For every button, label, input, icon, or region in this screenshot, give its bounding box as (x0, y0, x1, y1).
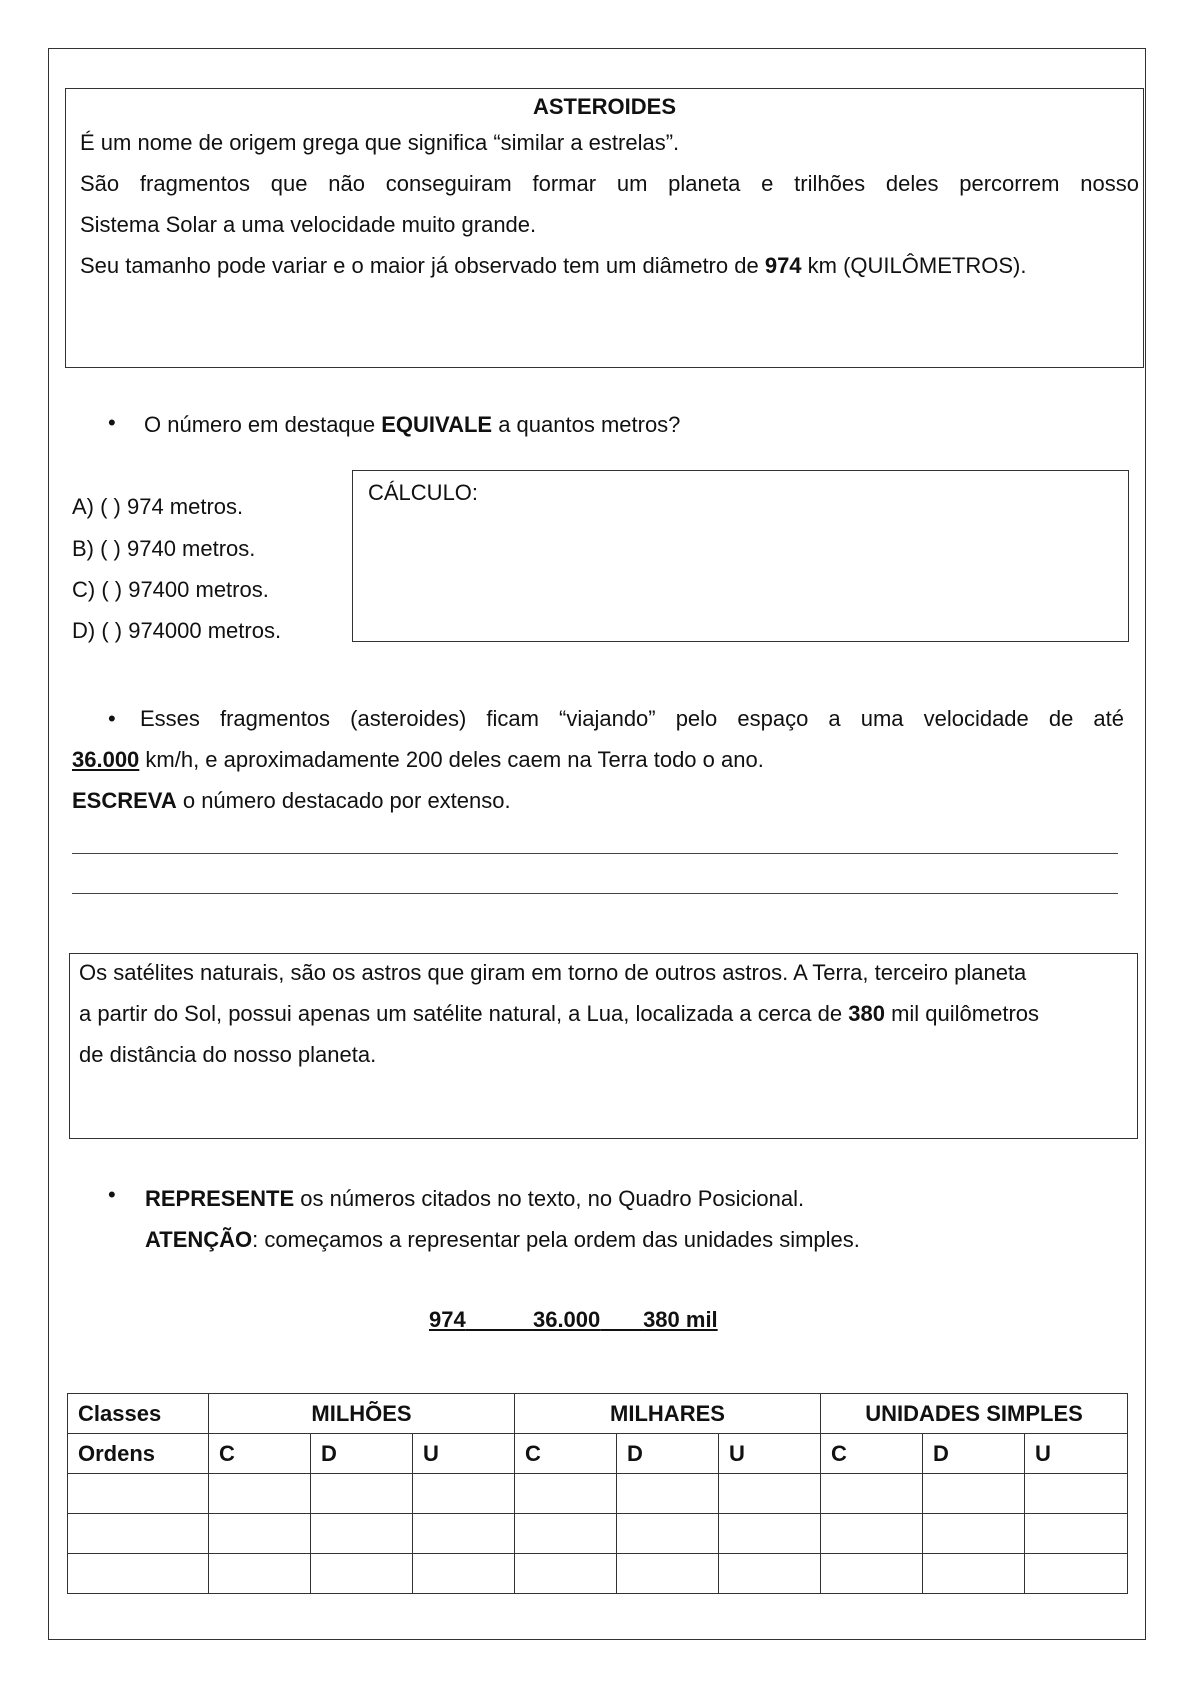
question2-line1 (72, 698, 1124, 739)
empty-cell[interactable] (821, 1474, 923, 1514)
empty-cell[interactable] (1025, 1514, 1128, 1554)
question1-post: a quantos metros? (492, 412, 681, 437)
question2-text (72, 698, 1124, 821)
empty-cell[interactable] (617, 1474, 719, 1514)
number-36000: 36.000 (532, 1307, 601, 1332)
asteroides-title: ASTEROIDES (532, 94, 677, 119)
ordem-cell: C (209, 1434, 311, 1474)
empty-cell[interactable] (923, 1474, 1025, 1514)
ordem-cell: C (821, 1434, 923, 1474)
option-a[interactable]: A) ( ) 974 metros. (72, 494, 244, 519)
empty-cell[interactable] (1025, 1474, 1128, 1514)
empty-row (68, 1514, 1128, 1554)
satelites-text (79, 952, 1134, 1075)
empty-cell[interactable] (719, 1554, 821, 1594)
classes-label: Classes (68, 1394, 209, 1434)
asteroides-line2a: São fragmentos que não conseguiram formar um planeta e trilhões deles percorrem nosso (80, 171, 1139, 196)
empty-cell[interactable] (515, 1474, 617, 1514)
ordem-cell: C (515, 1434, 617, 1474)
question3-bold1: REPRESENTE (145, 1186, 295, 1211)
empty-cell[interactable] (719, 1474, 821, 1514)
quadro-posicional (67, 1393, 1128, 1594)
empty-cell[interactable] (617, 1514, 719, 1554)
question2-line2-post: km/h, e aproximadamente 200 deles caem na Terra todo o ano. (139, 747, 764, 772)
satelites-line2 (79, 993, 1134, 1034)
empty-cell[interactable] (311, 1554, 413, 1594)
empty-cell[interactable] (821, 1514, 923, 1554)
empty-cell[interactable] (68, 1554, 209, 1594)
ordem-cell: D (923, 1434, 1025, 1474)
question2-line1-text: Esses fragmentos (asteroides) ficam “viajando” pelo espaço a uma velocidade de até (140, 706, 1124, 731)
class-unidades-simples: UNIDADES SIMPLES (821, 1394, 1128, 1434)
asteroides-line2b: Sistema Solar a uma velocidade muito grande. (80, 212, 537, 237)
empty-cell[interactable] (311, 1514, 413, 1554)
empty-cell[interactable] (515, 1554, 617, 1594)
empty-cell[interactable] (413, 1514, 515, 1554)
empty-cell[interactable] (209, 1474, 311, 1514)
bullet-icon: • (108, 706, 116, 731)
question3-bold2: ATENÇÃO (145, 1227, 253, 1252)
calculo-label: CÁLCULO: (368, 480, 479, 505)
answer-line-1[interactable] (72, 853, 1118, 854)
bullet-icon: • (108, 1182, 116, 1207)
empty-cell[interactable] (209, 1514, 311, 1554)
empty-cell[interactable] (821, 1554, 923, 1594)
empty-cell[interactable] (1025, 1554, 1128, 1594)
option-c[interactable]: C) ( ) 97400 metros. (72, 577, 269, 602)
asteroides-line3 (80, 245, 1139, 286)
ordem-cell: U (719, 1434, 821, 1474)
answer-line-2[interactable] (72, 893, 1118, 894)
ordem-cell: D (311, 1434, 413, 1474)
question1-text (144, 410, 680, 440)
question1-pre: O número em destaque (144, 412, 382, 437)
question3-post2: : começamos a representar pela ordem das unidades simples. (252, 1227, 860, 1252)
option-d[interactable]: D) ( ) 974000 metros. (72, 618, 282, 643)
question3-text (145, 1178, 860, 1260)
satelites-line3: de distância do nosso planeta. (79, 1042, 377, 1067)
empty-row (68, 1474, 1128, 1514)
bullet-icon: • (108, 410, 116, 435)
highlighted-numbers (429, 1307, 718, 1333)
asteroides-text (80, 122, 1139, 286)
classes-row (68, 1394, 1128, 1434)
ordem-cell: U (1025, 1434, 1128, 1474)
empty-cell[interactable] (617, 1554, 719, 1594)
question2-num: 36.000 (72, 747, 140, 772)
empty-cell[interactable] (68, 1514, 209, 1554)
asteroides-line3-num: 974 (764, 253, 802, 278)
ordens-label: Ordens (68, 1434, 209, 1474)
ordens-row (68, 1434, 1128, 1474)
empty-cell[interactable] (209, 1554, 311, 1594)
satelites-line2-post: mil quilômetros (884, 1001, 1040, 1026)
empty-cell[interactable] (923, 1514, 1025, 1554)
satelites-line1: Os satélites naturais, são os astros que giram em torno de outros astros. A Terra, terceiro planeta (79, 960, 1027, 985)
question3-line1 (145, 1178, 860, 1219)
question2-instr-bold: ESCREVA (72, 788, 177, 813)
option-b[interactable]: B) ( ) 9740 metros. (72, 536, 256, 561)
empty-cell[interactable] (515, 1514, 617, 1554)
class-milhoes: MILHÕES (209, 1394, 515, 1434)
number-380mil: 380 mil (643, 1307, 718, 1332)
empty-cell[interactable] (68, 1474, 209, 1514)
empty-row (68, 1554, 1128, 1594)
satelites-line2-num: 380 (848, 1001, 885, 1026)
question3-line2 (145, 1219, 860, 1260)
class-milhares: MILHARES (515, 1394, 821, 1434)
question2-instr-post: o número destacado por extenso. (176, 788, 511, 813)
asteroides-line1: É um nome de origem grega que significa “similar a estrelas”. (80, 130, 680, 155)
empty-cell[interactable] (923, 1554, 1025, 1594)
question1-bold: EQUIVALE (381, 412, 493, 437)
empty-cell[interactable] (413, 1474, 515, 1514)
empty-cell[interactable] (311, 1474, 413, 1514)
empty-cell[interactable] (719, 1514, 821, 1554)
asteroides-line3-pre: Seu tamanho pode variar e o maior já observado tem um diâmetro de (80, 253, 765, 278)
question3-post1: os números citados no texto, no Quadro Posicional. (294, 1186, 805, 1211)
asteroides-line3-post: km (QUILÔMETROS). (801, 253, 1027, 278)
question2-instruction (72, 780, 1124, 821)
satelites-line2-pre: a partir do Sol, possui apenas um satélite natural, a Lua, localizada a cerca de (79, 1001, 849, 1026)
question2-line2 (72, 739, 1124, 780)
number-974: 974 (429, 1307, 466, 1332)
ordem-cell: D (617, 1434, 719, 1474)
ordem-cell: U (413, 1434, 515, 1474)
empty-cell[interactable] (413, 1554, 515, 1594)
